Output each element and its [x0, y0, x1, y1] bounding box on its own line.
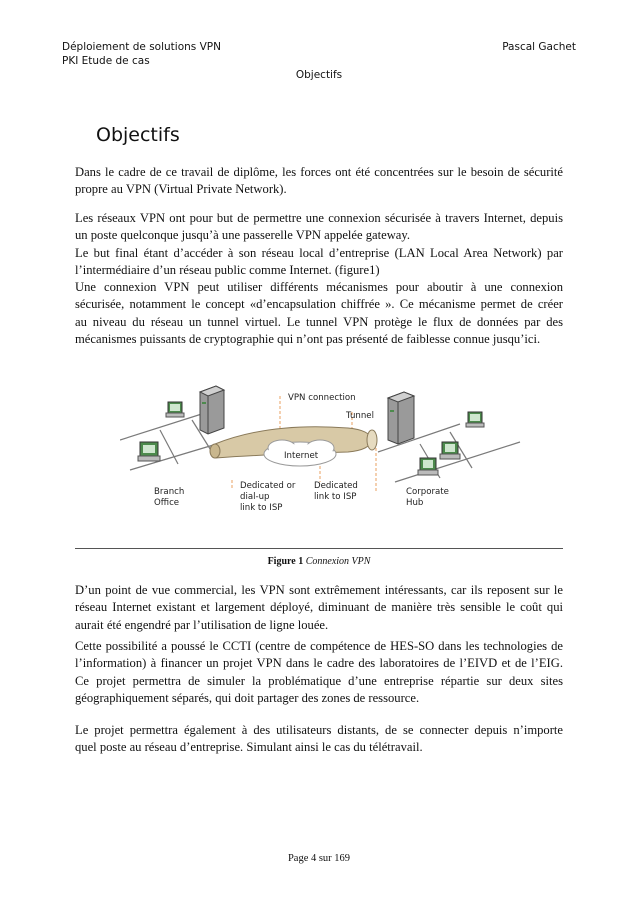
paragraph-4 — [75, 638, 563, 707]
header-section: Objectifs — [295, 69, 343, 81]
text-line: Les réseaux VPN ont pour but de permettre une connexion sécurisée à travers Internet, depuis — [75, 211, 563, 225]
text-line: mécanismes puissants de cryptographie qui n’ont pas présenté de faiblesse connue jusqu’ici. — [75, 332, 541, 347]
text-line: D’un point de vue commercial, les VPN sont extrêmement intéressants, car ils reposent sur le — [75, 583, 563, 597]
text-line: sécurisée, notamment le concept «d’encapsulation chiffrée ». Ce mécanisme permet de créer — [75, 297, 563, 312]
text-line: Ce projet permettra de simuler la problématique d’une entreprise répartie sur deux sites — [75, 673, 563, 688]
text-line: l’intermédiaire d’un réseau public comme Internet. (figure1) — [75, 262, 380, 277]
branch-server-icon — [200, 386, 224, 434]
text-line: un poste quelconque jusqu’à une passerelle VPN appelée gateway. — [75, 228, 411, 243]
label-office: Office — [154, 498, 180, 508]
text-line: au niveau du réseau un tunnel virtuel. Le tunnel VPN protège le flux de données par des — [75, 314, 563, 329]
label-internet: Internet — [284, 451, 319, 461]
vpn-network-diagram — [120, 382, 540, 527]
text-line: Dans le cadre de ce travail de diplôme, les forces ont été concentrées sur le besoin de sécurité — [75, 165, 563, 179]
page-title: Objectifs — [96, 124, 180, 146]
text-line: quel poste au réseau d’entreprise. Simulant ainsi le cas du télétravail. — [75, 740, 423, 755]
label-dedicated: Dedicated — [314, 481, 358, 491]
paragraph-3 — [75, 582, 563, 634]
figure-caption — [0, 556, 638, 567]
label-dial-up: dial-up — [240, 492, 270, 502]
text-line: réseau Internet existant et largement déployé, diminuant de manière très sensible le coût qui — [75, 600, 563, 615]
text-line: aurait été engendré par l’utilisation de ligne louée. — [75, 617, 329, 632]
corporate-server-icon — [388, 392, 414, 444]
label-hub: Hub — [406, 498, 424, 508]
text-line: Le but final étant d’accéder à son réseau local d’entreprise (LAN Local Area Network) par — [75, 245, 563, 260]
label-vpn-connection: VPN connection — [288, 393, 356, 403]
figure-separator — [75, 548, 563, 549]
label-dedicated-or: Dedicated or — [240, 481, 296, 491]
corporate-computer-icon — [440, 442, 460, 459]
text-line: Cette possibilité a poussé le CCTI (centre de compétence de HES-SO dans les technologies de — [75, 639, 563, 653]
corporate-computer-icon — [418, 458, 438, 475]
label-branch: Branch — [154, 487, 185, 497]
paragraph-1 — [75, 164, 563, 199]
text-line: l’information) à financer un projet VPN dans le cadre des laboratoires de l’EIVD et de l’EIG. — [75, 656, 563, 671]
text-line: propre au VPN (Virtual Private Network). — [75, 182, 287, 197]
label-link-to-isp-2: link to ISP — [314, 492, 357, 502]
paragraph-5 — [75, 722, 563, 757]
text-line: Le projet permettra également à des utilisateurs distants, de se connecter depuis n’importe — [75, 723, 563, 737]
caption-text: Connexion VPN — [305, 556, 371, 567]
text-line: Une connexion VPN peut utiliser différents mécanismes pour aboutir à une connexion — [75, 280, 563, 295]
corporate-computer-icon — [466, 412, 484, 427]
page-number: Page 4 sur 169 — [287, 853, 351, 864]
branch-computer-icon — [166, 402, 184, 417]
header-document-title: Déploiement de solutions VPN — [62, 41, 221, 53]
text-line: géographiquement séparés, qui doit partager des zones de ressource. — [75, 690, 420, 705]
branch-computer-icon — [138, 442, 160, 461]
header-document-subtitle: PKI Etude de cas — [62, 55, 150, 67]
caption-label: Figure 1 — [267, 556, 304, 567]
paragraph-2 — [75, 210, 563, 348]
label-tunnel: Tunnel — [346, 411, 374, 421]
label-corporate: Corporate — [406, 487, 449, 497]
label-link-to-isp-1: link to ISP — [240, 503, 283, 513]
header-author: Pascal Gachet — [502, 41, 576, 53]
